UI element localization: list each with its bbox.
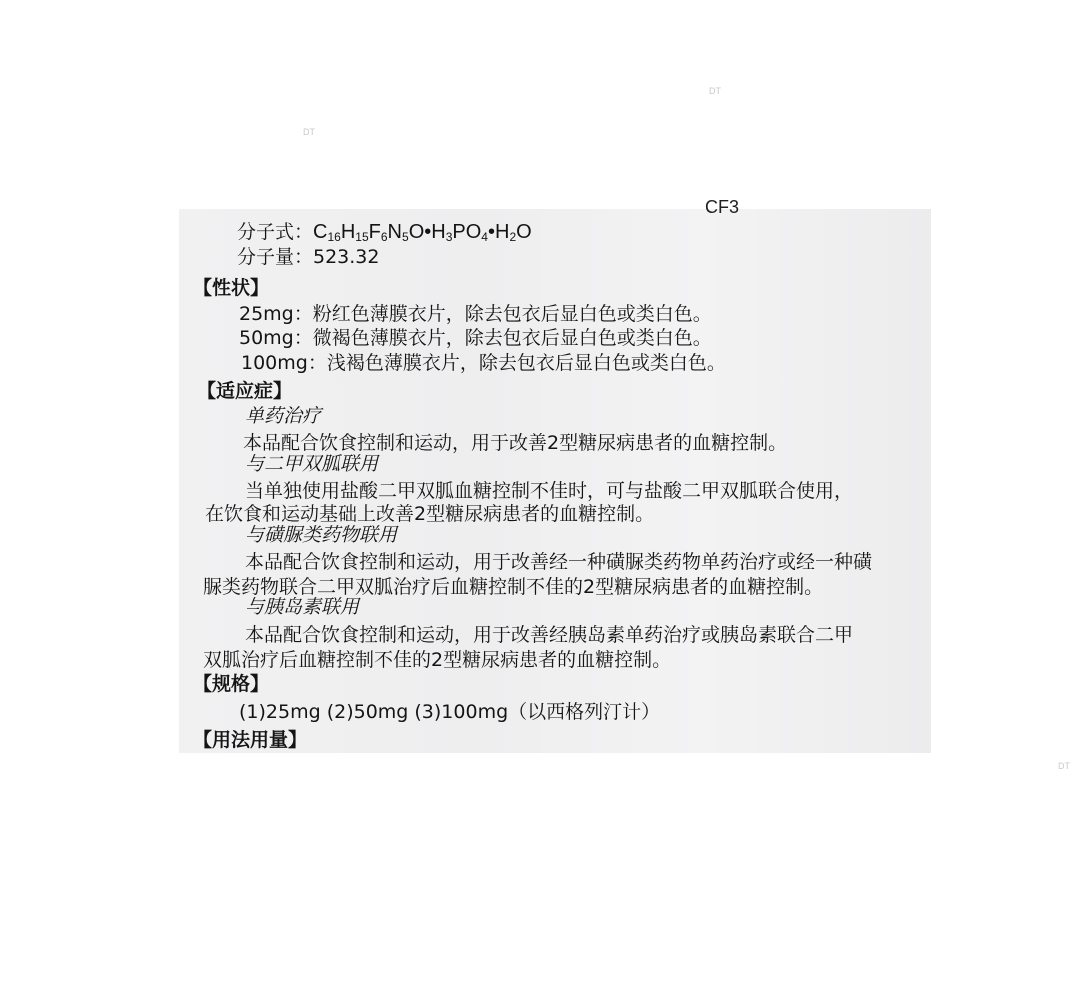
- property-line: 100mg：浅褐色薄膜衣片，除去包衣后显白色或类白色。: [241, 352, 726, 374]
- section-heading-specifications: 【规格】: [193, 673, 270, 695]
- indication-text: 在饮食和运动基础上改善2型糖尿病患者的血糖控制。: [205, 503, 655, 525]
- structure-fragment: CF3: [705, 197, 740, 217]
- watermark: DT: [303, 127, 315, 137]
- subheading-sulfonylurea: 与磺脲类药物联用: [245, 524, 398, 546]
- specification-text: (1)25mg (2)50mg (3)100mg（以西格列汀计）: [239, 701, 661, 723]
- indication-text: 本品配合饮食控制和运动，用于改善2型糖尿病患者的血糖控制。: [243, 432, 788, 454]
- indication-text: 当单独使用盐酸二甲双胍血糖控制不佳时，可与盐酸二甲双胍联合使用，: [245, 480, 854, 502]
- formula-symbol: O: [516, 221, 532, 243]
- property-line: 25mg：粉红色薄膜衣片，除去包衣后显白色或类白色。: [239, 303, 712, 325]
- formula-subscript: 5: [402, 230, 409, 244]
- formula-symbol: •H: [487, 221, 510, 243]
- molecular-formula: [237, 217, 532, 244]
- indication-text: 双胍治疗后血糖控制不佳的2型糖尿病患者的血糖控制。: [203, 649, 672, 671]
- watermark: DT: [1058, 761, 1070, 771]
- watermark: DT: [709, 86, 721, 96]
- indication-text: 本品配合饮食控制和运动，用于改善经一种磺脲类药物单药治疗或经一种磺: [245, 551, 873, 573]
- molecular-weight: 分子量：523.32: [237, 246, 380, 268]
- subheading-metformin: 与二甲双胍联用: [245, 453, 379, 475]
- formula-subscript: 2: [509, 230, 517, 244]
- formula-subscript: 4: [481, 230, 488, 244]
- formula-symbol: O•H: [408, 221, 446, 243]
- formula-symbol: H: [340, 221, 356, 243]
- formula-symbol: N: [387, 221, 402, 243]
- indication-text: 本品配合饮食控制和运动，用于改善经胰岛素单药治疗或胰岛素联合二甲: [245, 624, 854, 646]
- formula-value: [313, 221, 532, 243]
- subheading-monotherapy: 单药治疗: [245, 405, 322, 427]
- formula-subscript: 15: [355, 230, 369, 244]
- formula-subscript: 16: [327, 230, 341, 244]
- formula-subscript: 3: [445, 230, 453, 244]
- indication-text: 脲类药物联合二甲双胍治疗后血糖控制不佳的2型糖尿病患者的血糖控制。: [203, 576, 824, 598]
- leaflet-scan: [179, 197, 931, 753]
- formula-symbol: F: [368, 221, 381, 243]
- subheading-insulin: 与胰岛素联用: [245, 596, 360, 618]
- section-heading-properties: 【性状】: [193, 277, 270, 299]
- section-heading-indications: 【适应症】: [197, 380, 293, 402]
- section-heading-dosage: 【用法用量】: [193, 729, 308, 751]
- formula-symbol: PO: [452, 221, 482, 243]
- property-line: 50mg：微褐色薄膜衣片，除去包衣后显白色或类白色。: [239, 327, 712, 349]
- formula-symbol: C: [313, 221, 328, 243]
- formula-subscript: 6: [380, 230, 388, 244]
- formula-label: 分子式：: [237, 221, 314, 243]
